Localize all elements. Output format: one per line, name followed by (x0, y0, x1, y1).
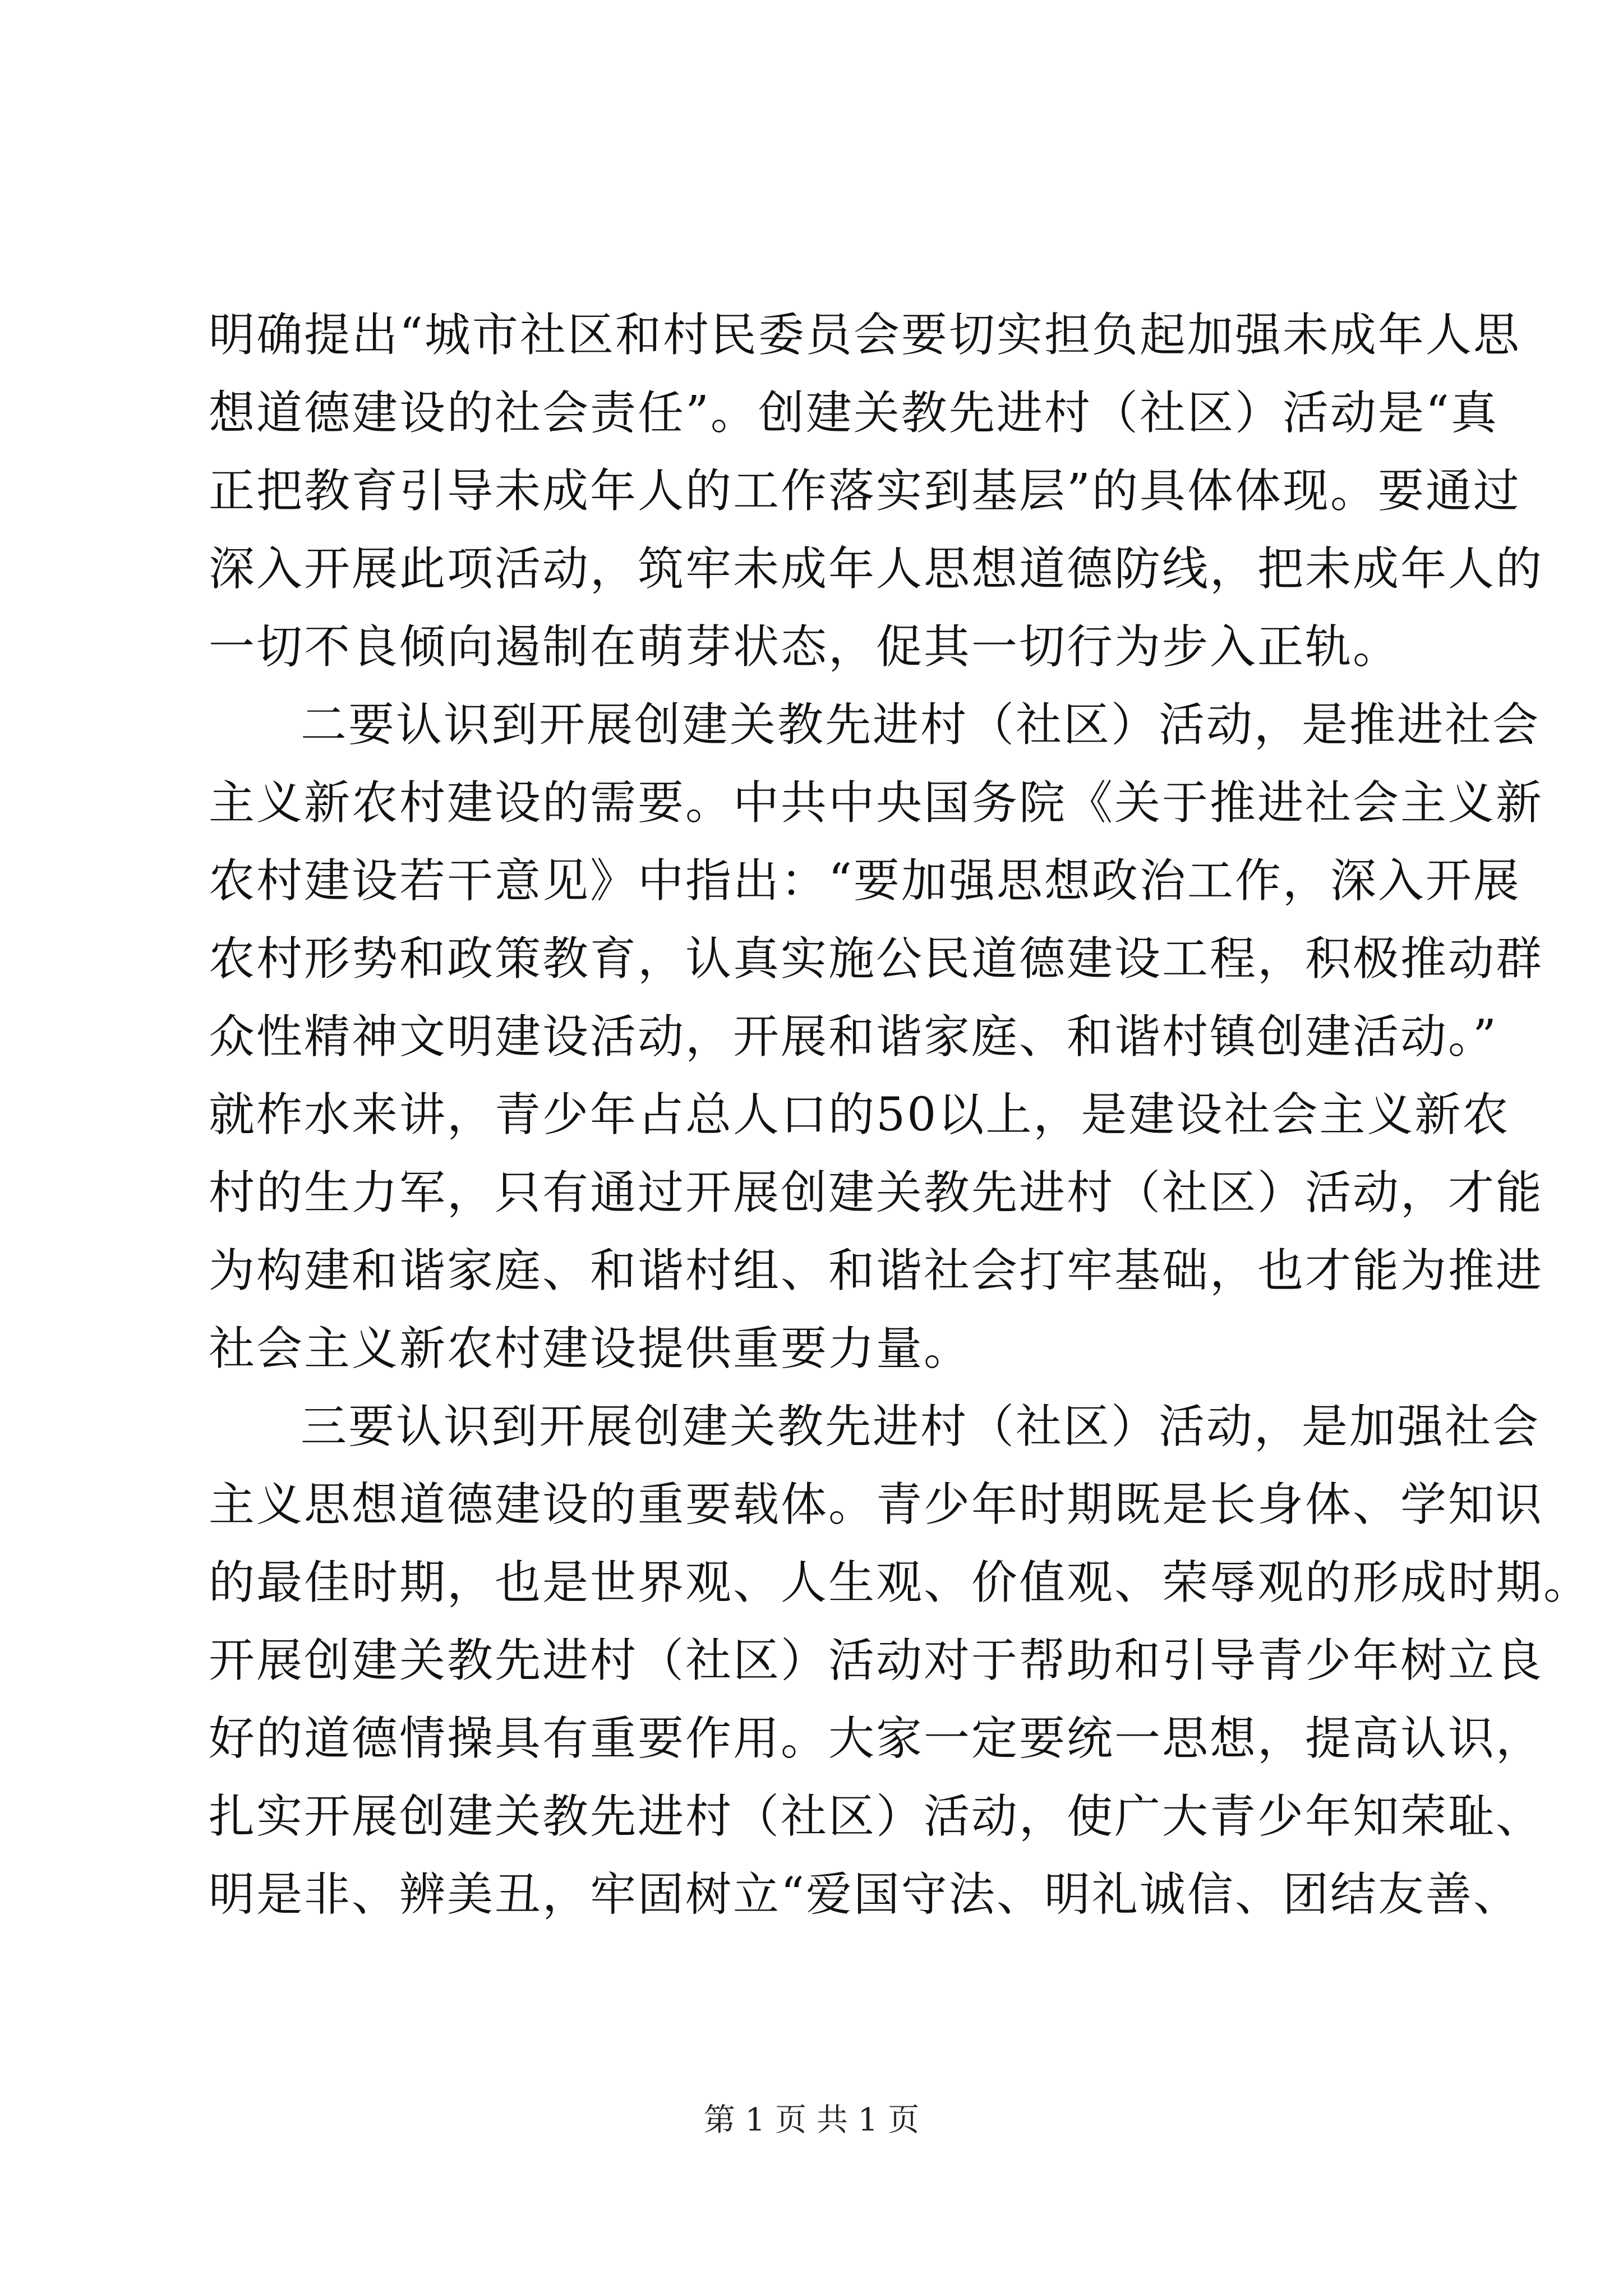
text-line: 深入开展此项活动，筑牢未成年人思想道德防线，把未成年人的 (209, 542, 1544, 596)
page-footer: 第 1 页 共 1 页 (703, 2102, 920, 2138)
text-line: 想道德建设的社会责任”。创建关教先进村（社区）活动是“真 (209, 386, 1498, 440)
text-line: 为构建和谐家庭、和谐村组、和谐社会打牢基础，也才能为推进 (209, 1244, 1544, 1297)
text-line: 主义新农村建设的需要。中共中央国务院《关于推进社会主义新 (209, 776, 1544, 830)
paragraph-first-line: 三要认识到开展创建关教先进村（社区）活动，是加强社会 (301, 1400, 1541, 1453)
text-line: 的最佳时期，也是世界观、人生观、价值观、荣辱观的形成时期。 (209, 1556, 1592, 1609)
text-line: 扎实开展创建关教先进村（社区）活动，使广大青少年知荣耻、 (209, 1790, 1544, 1843)
text-line: 社会主义新农村建设提供重要力量。 (209, 1322, 972, 1375)
text-line: 开展创建关教先进村（社区）活动对于帮助和引导青少年树立良 (209, 1634, 1544, 1687)
text-line: 好的道德情操具有重要作用。大家一定要统一思想，提高认识， (209, 1712, 1544, 1765)
text-line: 农村形势和政策教育，认真实施公民道德建设工程，积极推动群 (209, 932, 1544, 986)
text-line: 正把教育引导未成年人的工作落实到基层”的具体体现。要通过 (209, 464, 1521, 518)
text-line: 农村建设若干意见》中指出：“要加强思想政治工作，深入开展 (209, 854, 1521, 908)
text-line: 明确提出“城市社区和村民委员会要切实担负起加强未成年人思 (209, 309, 1521, 362)
text-line: 明是非、辨美丑，牢固树立“爱国守法、明礼诚信、团结友善、 (209, 1868, 1521, 1921)
text-line: 众性精神文明建设活动，开展和谐家庭、和谐村镇创建活动。” (209, 1010, 1498, 1064)
document-body (209, 296, 1592, 1934)
text-line: 就柞水来讲，青少年占总人口的50以上，是建设社会主义新农 (209, 1088, 1510, 1142)
text-line: 村的生力军，只有通过开展创建关教先进村（社区）活动，才能 (209, 1166, 1544, 1220)
text-line: 一切不良倾向遏制在萌芽状态，促其一切行为步入正轨。 (209, 620, 1401, 674)
paragraph-first-line: 二要认识到开展创建关教先进村（社区）活动，是推进社会 (301, 698, 1541, 752)
text-line: 主义思想道德建设的重要载体。青少年时期既是长身体、学知识 (209, 1478, 1544, 1531)
